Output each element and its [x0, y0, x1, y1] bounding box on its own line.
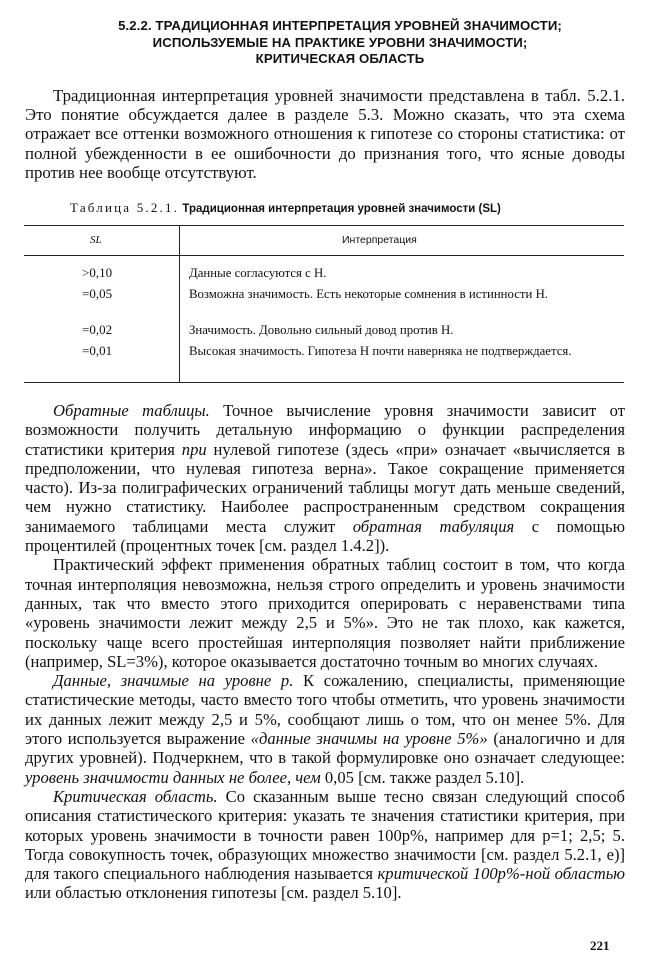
table-caption-title: Традиционная интерпретация уровней значимости (SL) — [182, 203, 501, 215]
table-cell-sl: =0,01 — [82, 343, 113, 358]
table-cell-interpretation: Высокая значимость. Гипотеза H почти наверняка не подтверждается. — [189, 344, 572, 358]
table-cell-interpretation: Значимость. Довольно сильный довод против H. — [189, 323, 454, 337]
paragraph-inverse-tables: Обратные таблицы. Точное вычисление уровня значимости зависит от возможности получить детальную информацию о функции распределения статистики критерия при нулевой гипотезе (здесь «при» означает «вычисляется в предположении, что нулевая гипотеза верна». Такое сокращение применяется часто). Из-за полиграфических ограничений таблицы могут дать меньше сведений, чем нужно статистику. Наиболее распространенным средством сокращения занимаемого таблицами места служит обратная табуляция с помощью процентилей (процентных точек [см. раздел 1.4.2]). — [25, 401, 625, 556]
heading-line-2: ИСПОЛЬЗУЕМЫЕ НА ПРАКТИКЕ УРОВНИ ЗНАЧИМОСТИ; — [152, 34, 528, 50]
table-caption-label: Таблица 5.2.1. — [70, 200, 180, 215]
table-cell-sl: =0,02 — [82, 322, 113, 337]
heading-line-3: КРИТИЧЕСКАЯ ОБЛАСТЬ — [255, 51, 425, 66]
body-text — [25, 401, 625, 903]
intro-paragraph: Традиционная интерпретация уровней значимости представлена в табл. 5.2.1. Это понятие обсуждается далее в разделе 5.3. Можно сказать, что эта схема отражает все оттенки возможного отношения к гипотезе со стороны статистика: от полной убежденности в ее ошибочности до признания того, что ясные доводы против нее вообще отсутствуют. — [25, 86, 625, 182]
table-header-sl: SL — [90, 234, 102, 246]
table-top-rule — [24, 225, 624, 226]
table-caption — [70, 200, 501, 216]
table-bottom-rule — [24, 382, 624, 383]
table-cell-sl: =0,05 — [82, 286, 113, 301]
table-header-interpretation: Интерпретация — [342, 234, 417, 246]
run-in-heading: Критическая область. — [53, 786, 218, 806]
table-header-rule — [24, 255, 624, 256]
paragraph-critical-region: Критическая область. Со сказанным выше тесно связан следующий способ описания статистического критерия: указать те значения статистики критерия, при которых уровень значимости в точности равен 100p%, например для p=1; 2,5; 5. Тогда совокупность точек, образующих множество значимости [см. раздел 5.2.1, е)] для такого специального наблюдения называется критической 100p%-ной областью или областью отклонения гипотезы [см. раздел 5.10]. — [25, 786, 625, 903]
significance-table — [24, 225, 624, 383]
paragraph-practical-effect: Практический эффект применения обратных таблиц состоит в том, что когда точная интерполяция невозможна, нельзя строго определить и уровень значимости данных, так что вместо этого приходится оперировать с неравенствами типа «уровень значимости лежит между 2,5 и 5%». Это не так плохо, как кажется, поскольку чаще всего простейшая интерполяция позволяет найти приближение (например, SL=3%), которое оказывается достаточно точным во многих случаях. — [25, 555, 625, 671]
table-cell-interpretation: Данные согласуются с H. — [189, 266, 327, 280]
run-in-heading: Обратные таблицы. — [53, 401, 210, 420]
table-cell-sl: >0,10 — [82, 265, 113, 280]
section-heading — [60, 18, 620, 68]
table-column-separator — [179, 225, 180, 383]
paragraph-significant-at-level: Данные, значимые на уровне p. К сожалению, специалисты, применяющие статистические методы, часто вместо того чтобы отметить, что уровень значимости их данных лежит между 2,5 и 5%, сообщают лишь о том, что он менее 5%. Для этого используется выражение «данные значимы на уровне 5%» (аналогично и для других уровней). Подчеркнем, что в такой формулировке оно означает следующее: уровень значимости данных не более, чем 0,05 [см. также раздел 5.10]. — [25, 671, 625, 787]
heading-line-1: 5.2.2. ТРАДИЦИОННАЯ ИНТЕРПРЕТАЦИЯ УРОВНЕЙ ЗНАЧИМОСТИ; — [118, 18, 562, 33]
table-cell-interpretation: Возможна значимость. Есть некоторые сомнения в истинности H. — [189, 287, 549, 301]
run-in-heading: Данные, значимые на уровне p. — [53, 671, 294, 691]
page-number: 221 — [590, 938, 610, 953]
